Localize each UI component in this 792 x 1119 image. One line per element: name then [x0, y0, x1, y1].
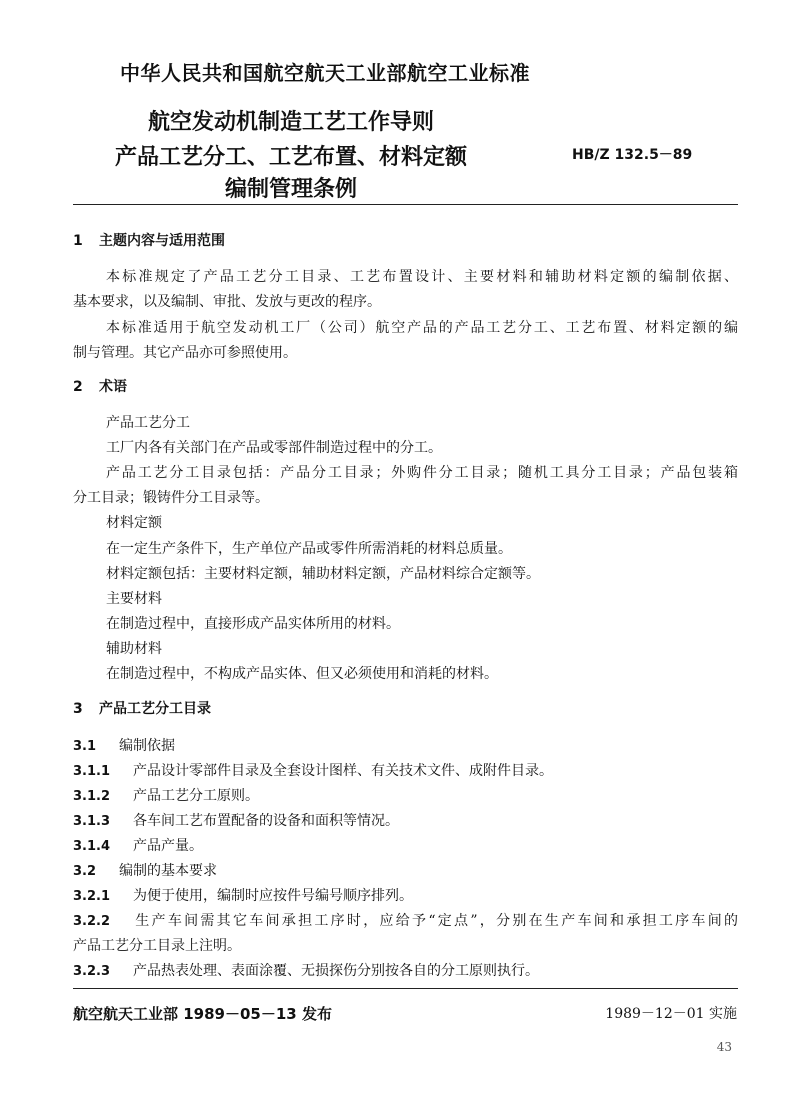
clause-3-1-2-text: 产品工艺分工原则。 [133, 788, 259, 804]
issue-date: 航空航天工业部 1989－05－13 发布 [73, 1005, 332, 1023]
section-2-number: 2 [73, 379, 83, 395]
section-3-title: 产品工艺分工目录 [99, 701, 211, 717]
footer-divider [73, 988, 738, 989]
term-1-includes-b: 分工目录；锻铸件分工目录等。 [73, 490, 269, 506]
s1-paragraph-1a: 本标准规定了产品工艺分工目录、工艺布置设计、主要材料和辅助材料定额的编制依据、 [106, 269, 738, 285]
s1-paragraph-1b: 基本要求，以及编制、审批、发放与更改的程序。 [73, 294, 381, 310]
term-1-definition: 工厂内各有关部门在产品或零部件制造过程中的分工。 [106, 440, 442, 456]
s1-paragraph-2a: 本标准适用于航空发动机工厂（公司）航空产品的产品工艺分工、工艺布置、材料定额的编 [106, 320, 738, 336]
clause-3-1-2 [73, 785, 259, 805]
term-3: 主要材料 [106, 591, 162, 607]
clause-3-1-4-number: 3.1.4 [73, 839, 111, 854]
clause-3-1-1-text: 产品设计零部件目录及全套设计图样、有关技术文件、成附件目录。 [133, 763, 553, 779]
clause-3-1-1 [73, 760, 553, 780]
clause-3-2-2-continued: 产品工艺分工目录上注明。 [73, 938, 241, 954]
clause-3-2-1-text: 为便于使用，编制时应按件号编号顺序排列。 [133, 888, 413, 904]
clause-3-2 [73, 860, 217, 880]
clause-3-1-4-text: 产品产量。 [133, 838, 203, 854]
term-1: 产品工艺分工 [106, 415, 190, 431]
term-2-definition: 在一定生产条件下，生产单位产品或零件所需消耗的材料总质量。 [106, 541, 512, 557]
clause-3-1-3 [73, 810, 399, 830]
term-4: 辅助材料 [106, 641, 162, 657]
page-number: 43 [716, 1040, 732, 1054]
section-1-number: 1 [73, 233, 83, 249]
clause-3-1-number: 3.1 [73, 739, 97, 754]
clause-3-2-3 [73, 960, 539, 980]
clause-3-1-3-text: 各车间工艺布置配备的设备和面积等情况。 [133, 813, 399, 829]
standard-number: HB/Z 132.5－89 [572, 147, 693, 163]
clause-3-2-3-text: 产品热表处理、表面涂覆、无损探伤分别按各自的分工原则执行。 [133, 963, 539, 979]
term-3-definition: 在制造过程中，直接形成产品实体所用的材料。 [106, 616, 400, 632]
title-line-2: 产品工艺分工、工艺布置、材料定额 [114, 145, 467, 170]
section-1-heading [73, 230, 225, 250]
effective-date: 1989－12－01 实施 [605, 1006, 737, 1022]
title-line-3: 编制管理条例 [224, 177, 357, 202]
clause-3-1-1-number: 3.1.1 [73, 764, 111, 779]
section-3-heading [73, 698, 211, 718]
clause-3-2-1 [73, 885, 413, 905]
s1-paragraph-2b: 制与管理。其它产品亦可参照使用。 [73, 345, 297, 361]
term-4-definition: 在制造过程中，不构成产品实体、但又必须使用和消耗的材料。 [106, 666, 498, 682]
term-2: 材料定额 [106, 515, 162, 531]
clause-3-1-4 [73, 835, 203, 855]
clause-3-2-3-number: 3.2.3 [73, 964, 111, 979]
clause-3-1-text: 编制依据 [119, 738, 175, 754]
term-1-includes-a: 产品工艺分工目录包括：产品分工目录；外购件分工目录；随机工具分工目录；产品包装箱 [106, 465, 738, 481]
clause-3-2-number: 3.2 [73, 864, 97, 879]
clause-3-1 [73, 735, 175, 755]
section-2-title: 术语 [99, 379, 127, 395]
clause-3-2-2-number: 3.2.2 [73, 914, 111, 929]
clause-3-2-1-number: 3.2.1 [73, 889, 111, 904]
term-2-includes: 材料定额包括：主要材料定额，辅助材料定额，产品材料综合定额等。 [106, 566, 540, 582]
issuing-authority: 中华人民共和国航空航天工业部航空工业标准 [120, 61, 530, 85]
title-line-1: 航空发动机制造工艺工作导则 [147, 110, 434, 135]
clause-3-2-2 [73, 910, 738, 930]
header-divider [73, 204, 738, 205]
clause-3-2-2-text-a: 生产车间需其它车间承担工序时，应给予“定点”，分别在生产车间和承担工序车间的 [133, 913, 738, 929]
section-1-title: 主题内容与适用范围 [99, 233, 225, 249]
section-2-heading [73, 376, 127, 396]
section-3-number: 3 [73, 701, 83, 717]
clause-3-1-3-number: 3.1.3 [73, 814, 111, 829]
clause-3-2-text: 编制的基本要求 [119, 863, 217, 879]
clause-3-1-2-number: 3.1.2 [73, 789, 111, 804]
